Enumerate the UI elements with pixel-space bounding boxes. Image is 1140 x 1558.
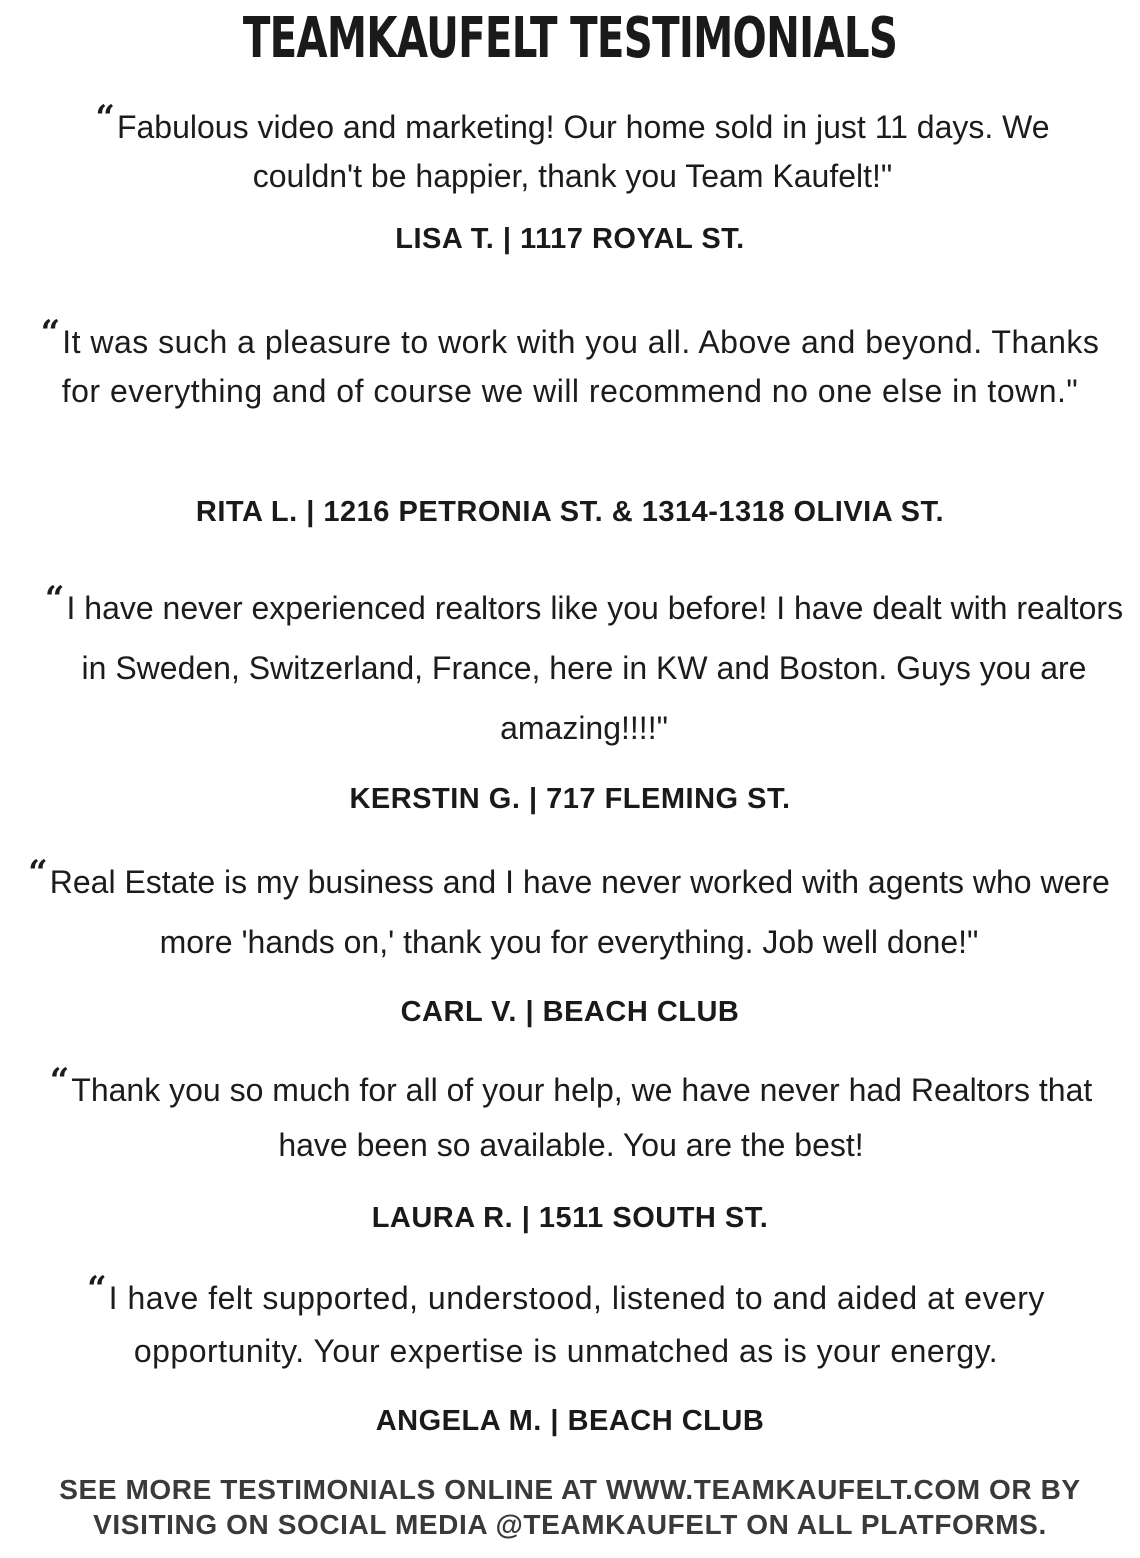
testimonial-quote [0,852,1140,972]
open-quote-icon: “ [28,853,46,893]
testimonial-text: I have never experienced realtors like you before! I have dealt with realtors in Sweden, Switzerland, France, here in KW and Boston. Guys you are amazing!!!!" [66,590,1124,746]
open-quote-icon: “ [87,1269,105,1309]
testimonial-text: Fabulous video and marketing! Our home sold in just 11 days. We couldn't be happier, thank you Team Kaufelt!" [116,109,1050,194]
open-quote-icon: “ [49,1061,68,1101]
testimonial-author: LAURA R. | 1511 SOUTH ST. [371,1202,769,1234]
testimonial-quote [0,98,1140,201]
testimonial-author: KERSTIN G. | 717 FLEMING ST. [349,783,791,815]
testimonial-author: RITA L. | 1216 PETRONIA ST. & 1314-1318 OLIVIA ST. [195,496,945,528]
testimonial-quote [0,1269,1140,1378]
testimonial-author: ANGELA M. | BEACH CLUB [375,1405,765,1437]
testimonial-author: CARL V. | BEACH CLUB [400,996,740,1028]
footer-line-2: VISITING ON SOCIAL MEDIA @TEAMKAUFELT ON ALL PLATFORMS. [93,1509,1047,1540]
testimonial-text: It was such a pleasure to work with you all. Above and beyond. Thanks for everything and of course we will recommend no one else in town." [61,324,1100,409]
testimonial-text: Real Estate is my business and I have never worked with agents who were more 'hands on,' thank you for everything. Job well done!" [49,864,1110,960]
page-title: TEAMKAUFELT TESTIMONIALS [242,6,898,71]
open-quote-icon: “ [40,313,59,353]
footer-line-1: SEE MORE TESTIMONIALS ONLINE AT WWW.TEAMKAUFELT.COM OR BY [59,1474,1081,1505]
footer-note [0,1472,1140,1542]
testimonial-quote [0,313,1140,416]
open-quote-icon: “ [44,579,63,619]
testimonial-text: Thank you so much for all of your help, we have never had Realtors that have been so available. You are the best! [71,1072,1093,1163]
testimonial-text: I have felt supported, understood, listened to and aided at every opportunity. Your expertise is unmatched as is your energy. [108,1280,1045,1369]
open-quote-icon: “ [95,98,113,138]
testimonial-author: LISA T. | 1117 ROYAL ST. [395,223,745,255]
testimonial-quote [0,578,1140,758]
testimonial-quote [0,1063,1140,1173]
